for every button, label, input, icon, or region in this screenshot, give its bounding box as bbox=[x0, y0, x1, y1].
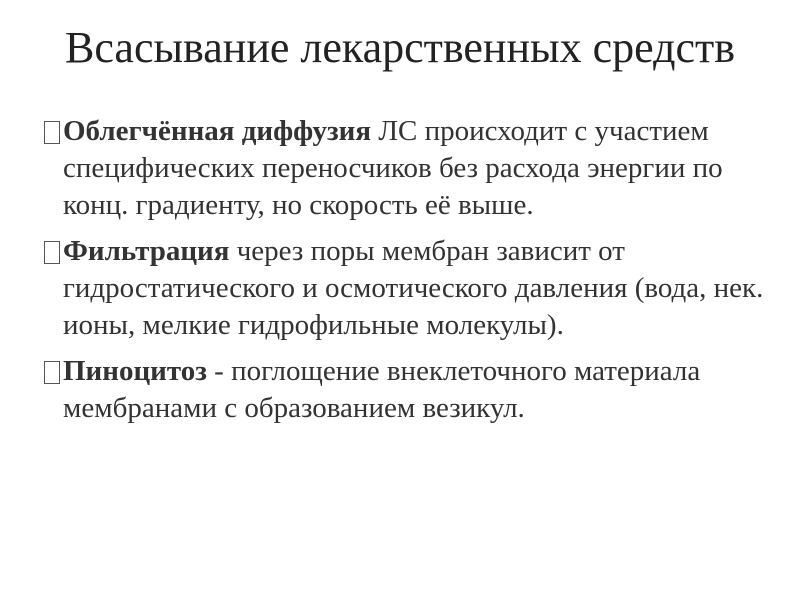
list-item bbox=[30, 353, 770, 427]
item-text: - поглощение внеклеточного материала мембранами с образованием везикул. bbox=[63, 355, 701, 424]
list-item bbox=[30, 233, 770, 344]
bullet-box-icon bbox=[44, 361, 60, 384]
bullet-box-icon bbox=[44, 121, 60, 144]
bullet-list bbox=[30, 113, 770, 436]
term-label: Фильтрация bbox=[63, 235, 230, 267]
slide-title: Всасывание лекарственных средств bbox=[65, 23, 735, 72]
item-text: ЛС происходит с участием специфических переносчиков без расхода энергии по конц. градиенту, но скорость её выше. bbox=[63, 115, 723, 221]
bullet-box-icon bbox=[44, 241, 60, 264]
item-text: через поры мембран зависит от гидростатического и осмотического давления (вода, нек. ионы, мелкие гидрофильные молекулы). bbox=[63, 235, 764, 341]
term-label: Облегчённая диффузия bbox=[63, 115, 372, 147]
list-item bbox=[30, 113, 770, 224]
term-label: Пиноцитоз bbox=[63, 355, 207, 387]
